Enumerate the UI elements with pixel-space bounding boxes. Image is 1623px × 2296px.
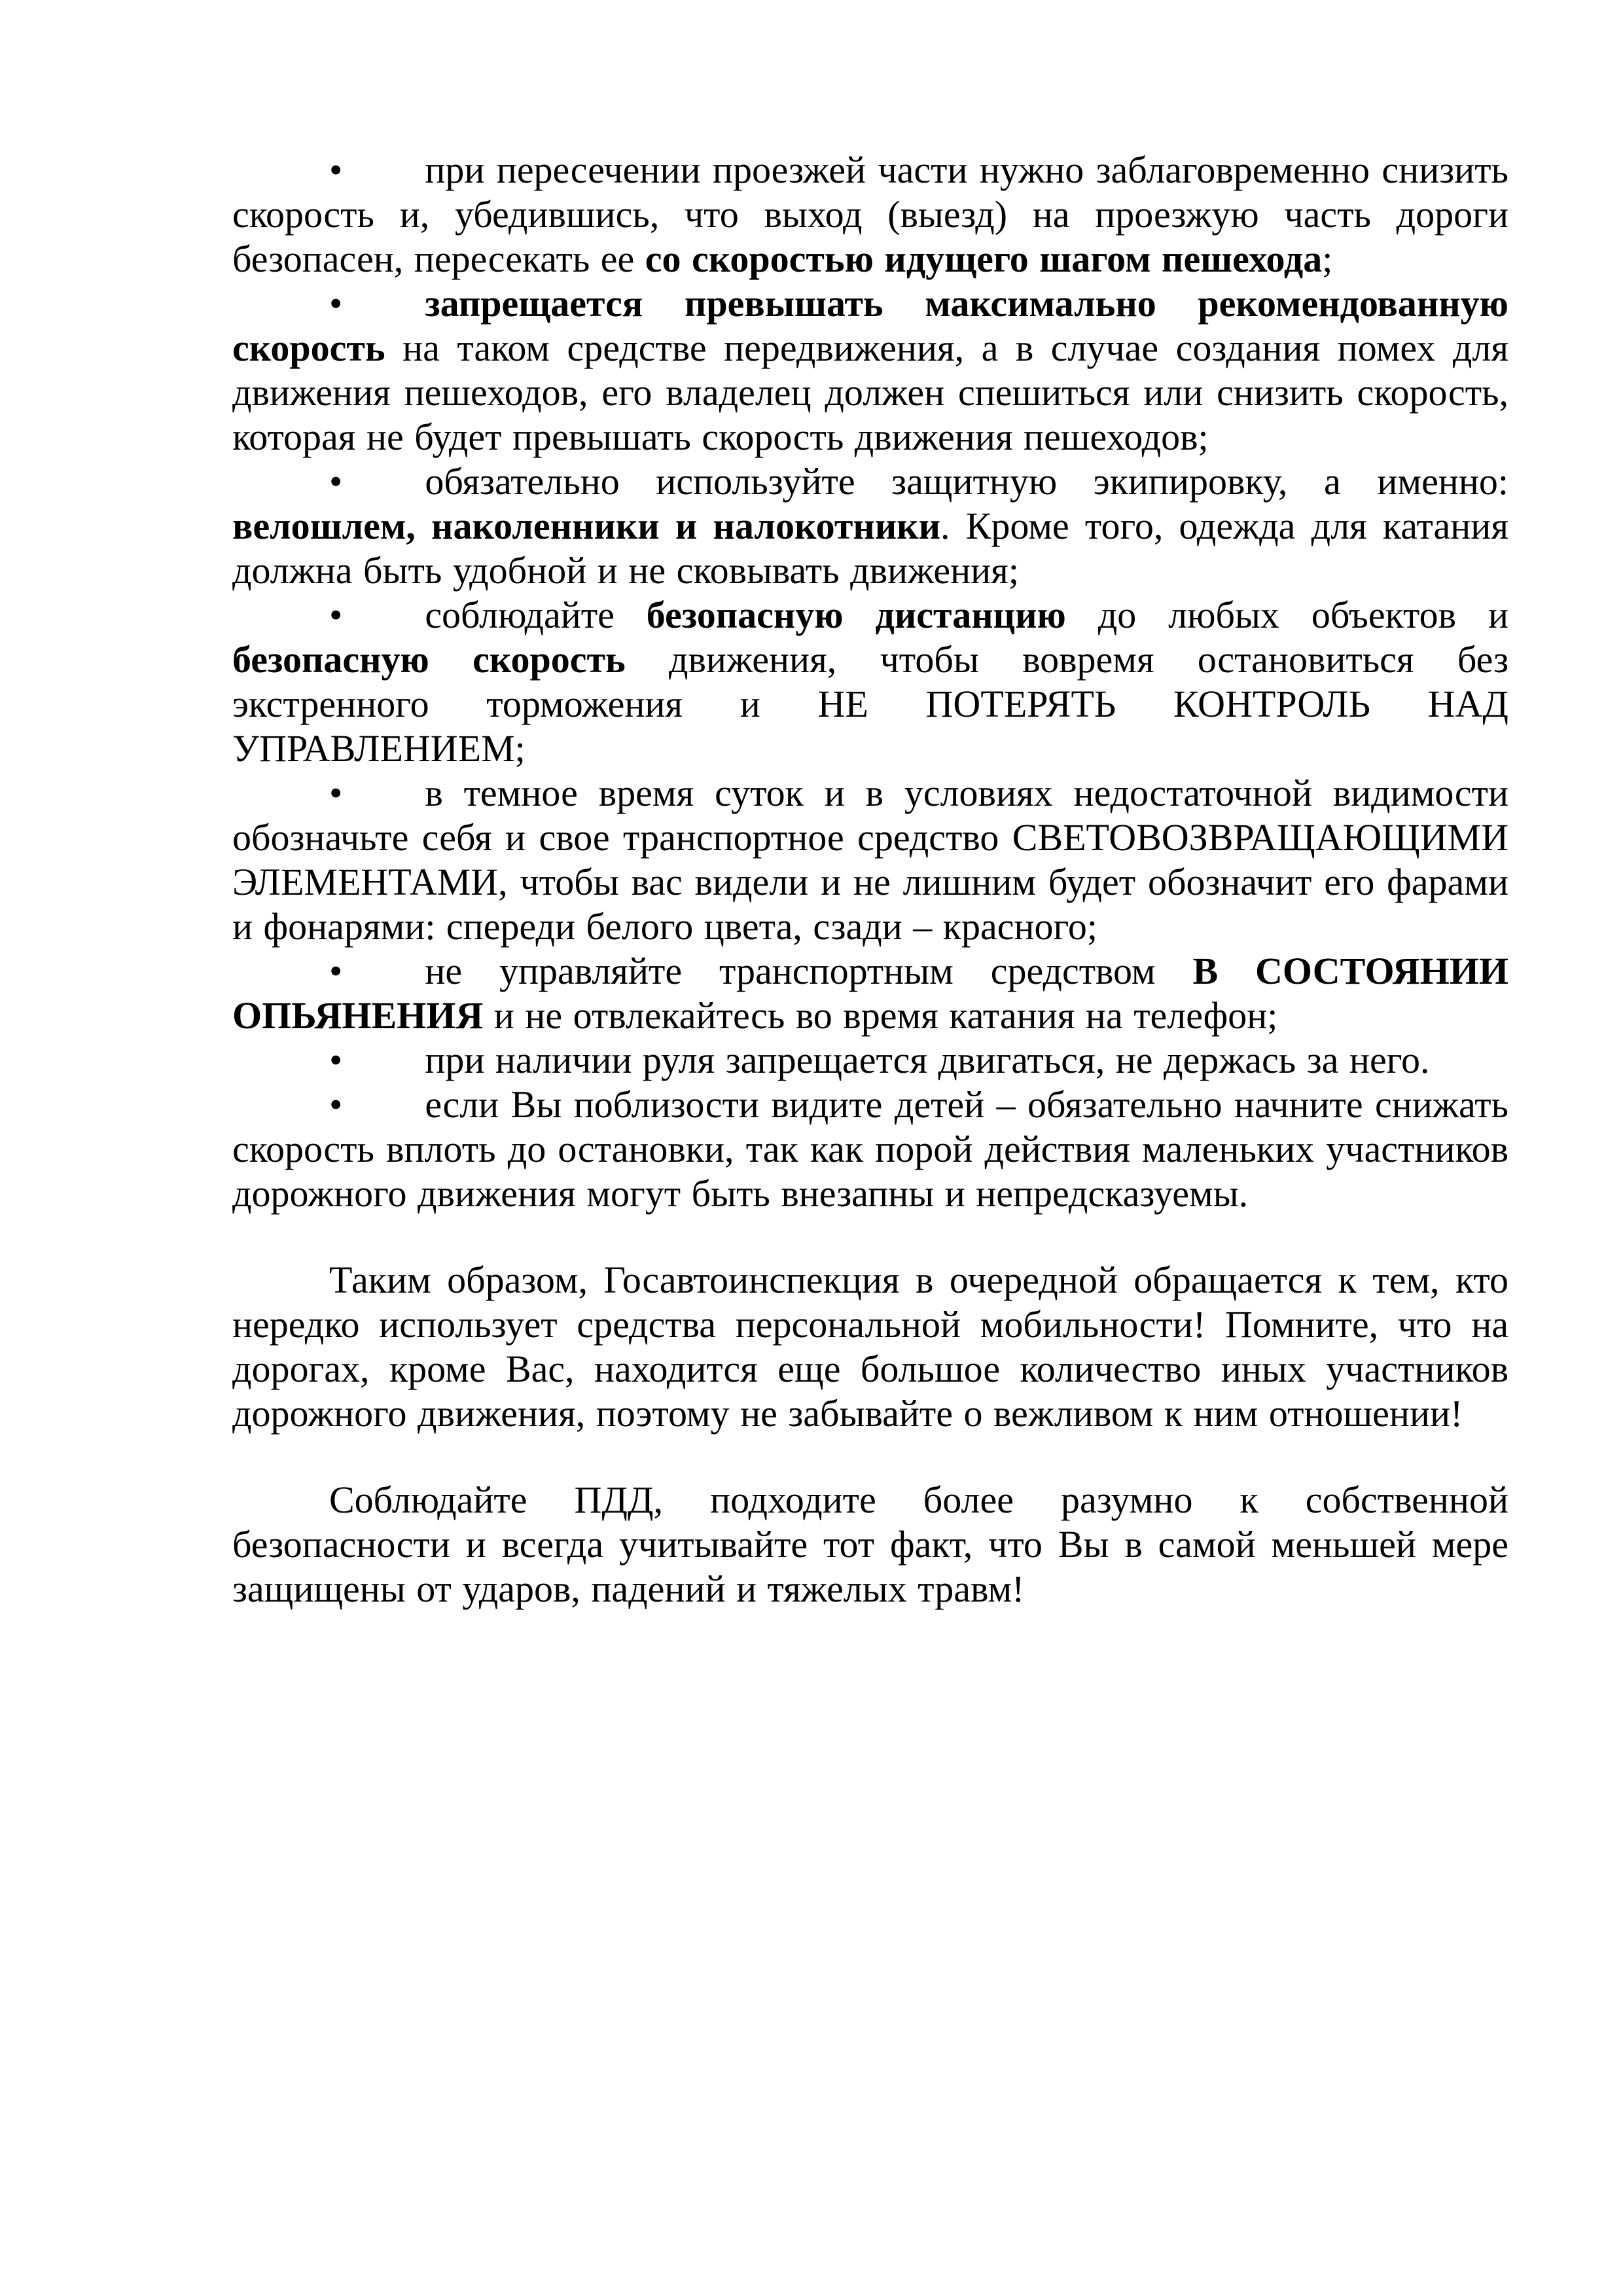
text-segment: в темное время суток и в условиях недостаточной видимости обозначьте себя и свое транспортное средство СВЕТОВОЗВРАЩАЮЩИМИ ЭЛЕМЕНТАМИ, чтобы вас видели и не лишним будет обозначит его фарами и фонарями: спереди белого цвета, сзади – красного; <box>232 772 1508 948</box>
text-segment: до любых объектов и <box>1065 594 1508 636</box>
document-body <box>232 148 1508 1611</box>
body-paragraph <box>232 1258 1508 1436</box>
text-segment: при наличии руля запрещается двигаться, не держась за него. <box>425 1039 1430 1081</box>
bullet-marker-icon: • <box>329 282 343 325</box>
text-segment: соблюдайте <box>425 594 647 636</box>
bullet-tab-space <box>342 182 425 183</box>
bullet-marker-icon: • <box>329 1039 343 1081</box>
bullet-tab-space <box>342 1072 425 1073</box>
text-segment-bold: запрещается превышать максимально рекомендованную скорость <box>232 282 1508 369</box>
bullet-marker-icon: • <box>329 594 343 636</box>
text-segment-bold: безопасную дистанцию <box>646 594 1066 636</box>
bullet-tab-space <box>342 983 425 984</box>
text-segment: . Кроме того, одежда для катания должна быть удобной и не сковывать движения; <box>232 505 1508 592</box>
text-segment-bold: со скоростью идущего шагом пешехода <box>645 238 1323 280</box>
bullet-paragraph <box>232 949 1508 1038</box>
bullet-paragraph <box>232 148 1508 281</box>
bullet-paragraph <box>232 1083 1508 1216</box>
text-segment: на таком средстве передвижения, а в случае создания помех для движения пешеходов, его владелец должен спешиться или снизить скорость, которая не будет превышать скорость движения пешеходов; <box>232 327 1508 458</box>
bullet-tab-space <box>342 627 425 628</box>
document-text-block <box>232 148 1508 1611</box>
bullet-marker-icon: • <box>329 1083 343 1126</box>
bullet-paragraph <box>232 281 1508 459</box>
text-segment-bold: безопасную скорость <box>232 638 626 681</box>
bullet-marker-icon: • <box>329 950 343 992</box>
text-segment: и не отвлекайтесь во время катания на телефон; <box>483 994 1278 1037</box>
bullet-paragraph <box>232 459 1508 593</box>
bullet-tab-space <box>342 805 425 806</box>
text-segment: движения, чтобы вовремя остановиться без экстренного торможения и НЕ ПОТЕРЯТЬ КОНТРОЛЬ НАД УПРАВЛЕНИЕМ; <box>232 638 1509 770</box>
text-segment-bold: велошлем, наколенники и налокотники <box>232 505 941 547</box>
body-paragraph <box>232 1478 1508 1611</box>
text-segment: если Вы поблизости видите детей – обязательно начните снижать скорость вплоть до остановки, так как порой действия маленьких участников дорожного движения могут быть внезапны и непредсказуемы. <box>232 1083 1508 1215</box>
text-segment: обязательно используйте защитную экипировку, а именно: <box>425 460 1508 503</box>
text-segment-bold: В СОСТОЯНИИ ОПЬЯНЕНИЯ <box>232 950 1508 1037</box>
bullet-marker-icon: • <box>329 149 343 191</box>
bullet-tab-space <box>342 315 425 316</box>
bullet-tab-space <box>342 493 425 494</box>
bullet-marker-icon: • <box>329 460 343 503</box>
bullet-paragraph <box>232 1038 1508 1083</box>
text-segment: при пересечении проезжей части нужно заблаговременно снизить скорость и, убедившись, что выход (выезд) на проезжую часть дороги безопасен, пересекать ее <box>232 149 1508 280</box>
text-segment: не управляйте транспортным средством <box>425 950 1193 992</box>
bullet-paragraph <box>232 593 1508 771</box>
text-segment: Таким образом, Госавтоинспекция в очередной обращается к тем, кто нередко использует средства персональной мобильности! Помните, что на дорогах, кроме Вас, находится еще большое количество иных участников дорожного движения, поэтому не забывайте о вежливом к ним отношении! <box>232 1259 1508 1435</box>
bullet-marker-icon: • <box>329 772 343 814</box>
text-segment: Соблюдайте ПДД, подходите более разумно к собственной безопасности и всегда учитывайте тот факт, что Вы в самой меньшей мере защищены от ударов, падений и тяжелых травм! <box>232 1479 1508 1610</box>
bullet-paragraph <box>232 771 1508 949</box>
text-segment: ; <box>1322 238 1333 280</box>
